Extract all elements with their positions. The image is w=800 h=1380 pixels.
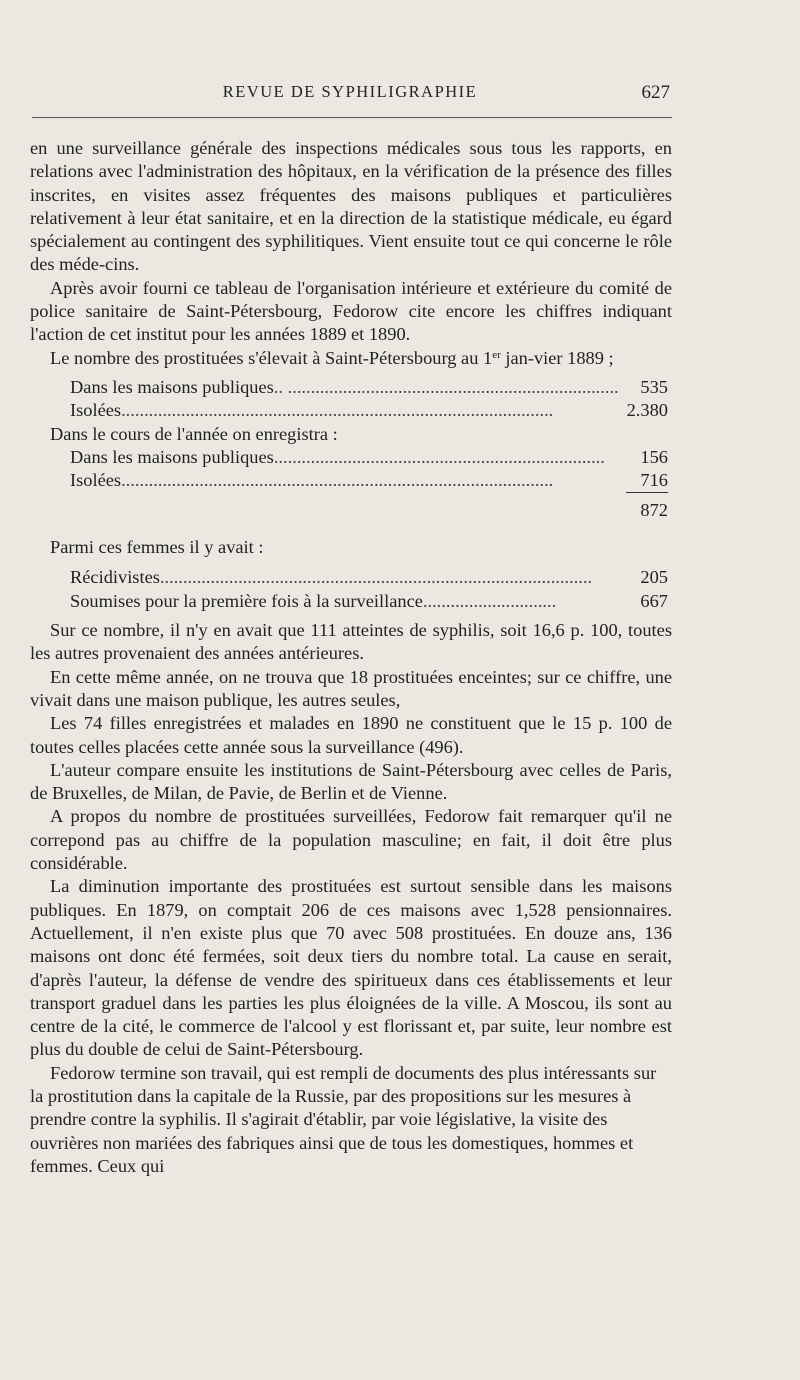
leader-dots: .............................................................................................. (121, 470, 554, 491)
body-text (30, 137, 672, 1178)
row-value: 156 (640, 446, 668, 467)
table-total-row (30, 492, 672, 522)
row-value: 716 (626, 469, 668, 493)
paragraph-7: L'auteur compare ensuite les institutions de Saint-Pétersbourg avec celles de Paris, de Bruxelles, de Milan, de Pavie, de Berlin et de Vienne. (30, 759, 672, 804)
table-row (30, 566, 672, 589)
row-value: 205 (640, 567, 668, 588)
table-subheading: Dans le cours de l'année on enregistra : (50, 423, 338, 444)
paragraph-8: A propos du nombre de prostituées surveillées, Fedorow fait remarquer qu'il ne correpond pas au chiffre de la population masculine; en fait, il doit être plus considérable. (30, 806, 672, 874)
paragraph-4: Sur ce nombre, il n'y en avait que 111 atteintes de syphilis, soit 16,6 p. 100, toutes les autres provenaient des années antérieures. (30, 620, 672, 664)
row-label: Dans les maisons publiques (70, 446, 274, 467)
paragraph-5: En cette même année, on ne trouva que 18 prostituées enceintes; sur ce chiffre, une vivait dans une maison publique, les autres seules, (30, 666, 672, 710)
paragraph-3-text-end: jan-vier 1889 ; (500, 347, 614, 368)
row-label: Récidivistes (70, 567, 160, 588)
leader-dots: .............................................................................................. (159, 567, 593, 588)
women-breakdown-table (30, 536, 672, 613)
paragraph-2: Après avoir fourni ce tableau de l'organisation intérieure et extérieure du comité de police sanitaire de Saint-Pétersbourg, Fedorow cite encore les chiffres indiquant l'action de cet institut pour les années 1889 et 1890. (30, 277, 672, 345)
row-value: 2.380 (626, 400, 668, 421)
row-label: Dans les maisons publiques (70, 376, 274, 397)
ordinal-superscript: er (492, 348, 501, 361)
running-title: REVUE DE SYPHILIGRAPHIE (222, 82, 478, 101)
table-row (30, 590, 672, 613)
paragraph-6: Les 74 filles enregistrées et malades en 1890 ne constituent que le 15 p. 100 de toutes celles placées cette année sous la surveillance (496). (30, 713, 672, 757)
leader-dots: .............................................................................................. (121, 400, 554, 421)
row-label: Soumises pour la première fois à la surveillance (70, 590, 423, 611)
paragraph-3 (30, 347, 672, 370)
leader-dots: .. ........................................................................ (273, 376, 619, 397)
leader-dots: ............................. (422, 590, 557, 611)
row-value: 535 (640, 376, 668, 397)
table-row (30, 469, 672, 492)
row-label: Isolées (70, 470, 122, 491)
leader-dots: ........................................................................ (273, 446, 605, 467)
paragraph-1: en une surveillance générale des inspections médicales sous tous les rapports, en relations avec l'administration des hôpitaux, en la vérification de la présence des filles inscrites, en visites assez fréquentes des maisons publiques et particulières relativement à leur état sanitaire, et en la direction de la statistique médicale, eu égard spécialement au contingent des syphilitiques. Vient ensuite tout ce qui concerne le rôle des méde-cins. (30, 138, 672, 275)
row-label: Isolées (70, 400, 122, 421)
prostitute-count-table (30, 376, 672, 522)
page-number: 627 (641, 82, 670, 103)
table-heading: Parmi ces femmes il y avait : (50, 537, 264, 558)
paragraph-9: La diminution importante des prostituées est surtout sensible dans les maisons publiques. En 1879, on comptait 206 de ces maisons avec 1,528 pensionnaires. Actuellement, il n'en existe plus que 70 avec 508 prostituées. En douze ans, 136 maisons ont donc été fermées, soit deux tiers du nombre total. La cause en serait, d'après l'auteur, la défense de vendre des spiritueux dans ces établissements et leur transport graduel dans les parties les plus éloignées de la ville. A Moscou, ils sont au centre de la cité, le commerce de l'alcool y est florissant et, par suite, leur nombre est plus du double de celui de Saint-Pétersbourg. (30, 876, 672, 1060)
table-total: 872 (640, 500, 668, 521)
page-header (30, 82, 670, 108)
table-row (30, 376, 672, 399)
table-row (30, 399, 672, 422)
paragraph-10: Fedorow termine son travail, qui est rempli de documents des plus intéressants sur la prostitution dans la capitale de la Russie, par des propositions sur les mesures à prendre contre la syphilis. Il s'agirait d'établir, par voie législative, la visite des ouvrières non mariées des fabriques ainsi que de tous les domestiques, hommes et femmes. Ceux qui (30, 1062, 657, 1176)
row-value: 667 (640, 590, 668, 611)
paragraph-3-text: Le nombre des prostituées s'élevait à Saint-Pétersbourg au 1 (50, 347, 493, 368)
table-row (30, 446, 672, 469)
header-rule (32, 117, 672, 118)
